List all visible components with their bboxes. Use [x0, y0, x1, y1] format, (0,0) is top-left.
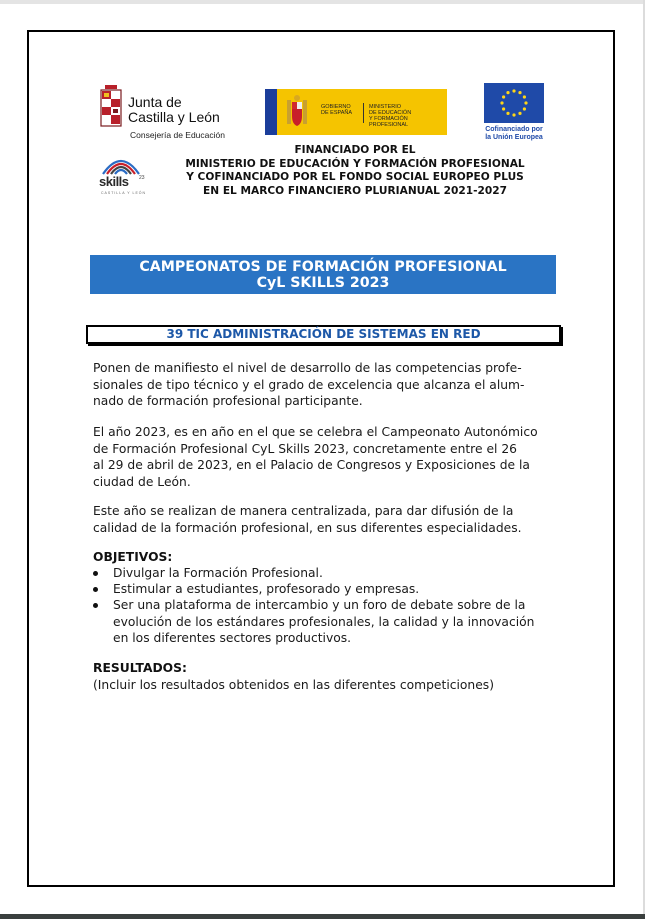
list-item-line: Ser una plataforma de intercambio y un foro de debate sobre de la — [113, 598, 526, 613]
paragraph-intro — [93, 360, 553, 410]
paragraph-line: Este año se realizan de manera centralizada, para dar difusión de la — [93, 504, 514, 518]
spain-coat-of-arms-icon — [285, 94, 309, 130]
funding-line3: Y COFINANCIADO POR EL FONDO SOCIAL EUROPEO PLUS — [186, 171, 524, 183]
banner-line2: CyL SKILLS 2023 — [256, 275, 390, 291]
paragraph-event — [93, 424, 553, 491]
funding-statement — [120, 144, 590, 198]
list-item — [93, 597, 563, 646]
jcyl-name-line2: Castilla y León — [128, 109, 220, 125]
resultados-heading: RESULTADOS: — [93, 661, 187, 675]
skills-year: 23 — [139, 175, 145, 181]
paragraph-line: sionales de tipo técnico y el grado de excelencia que alcanza el alum- — [93, 377, 525, 392]
objetivos-heading: OBJETIVOS: — [93, 550, 173, 564]
jcyl-shield-icon — [99, 85, 123, 129]
list-item-line: Estimular a estudiantes, profesorado y empresas. — [113, 582, 420, 597]
paragraph-line: Ponen de manifiesto el nivel de desarrollo de las competencias profe- — [93, 361, 522, 375]
skill-title-box: 39 TIC ADMINISTRACIÓN DE SISTEMAS EN RED — [86, 325, 561, 344]
eu-caption — [478, 126, 550, 142]
paragraph-line: nado de formación profesional participante. — [93, 394, 363, 409]
list-item-line: Divulgar la Formación Profesional. — [113, 566, 323, 580]
paragraph-line: al 29 de abril de 2023, en el Palacio de Congresos y Exposiciones de la — [93, 458, 530, 473]
jcyl-name — [128, 95, 220, 125]
gob-blue-strip — [265, 89, 277, 135]
gob-text-line2: DE ESPAÑA — [321, 110, 353, 116]
junta-castilla-leon-logo — [99, 85, 229, 145]
objetivos-list — [93, 565, 563, 646]
eu-caption-line1: Cofinanciado por — [485, 126, 543, 133]
championship-title-banner — [90, 255, 556, 294]
list-item — [93, 565, 563, 581]
ministerio-line1: MINISTERIO — [369, 104, 402, 110]
ministerio-line2: DE EDUCACIÓN — [369, 110, 412, 116]
funding-line1: FINANCIADO POR EL — [294, 144, 416, 156]
gob-divider — [363, 103, 364, 123]
list-item-line: evolución de los estándares profesionales, la calidad y la innovación — [113, 614, 535, 629]
paragraph-line: ciudad de León. — [93, 475, 191, 490]
paragraph-centralized — [93, 503, 553, 536]
viewer-bottom-bar — [0, 914, 645, 919]
ministerio-line3: Y FORMACIÓN PROFESIONAL — [369, 116, 409, 128]
paragraph-line: calidad de la formación profesional, en sus diferentes especialidades. — [93, 520, 522, 535]
paragraph-line: El año 2023, es en año en el que se celebra el Campeonato Autonómico — [93, 425, 538, 439]
bullet-icon — [93, 571, 98, 576]
banner-line1: CAMPEONATOS DE FORMACIÓN PROFESIONAL — [139, 259, 507, 275]
gob-text — [321, 104, 352, 116]
bullet-icon — [93, 603, 98, 608]
funding-line4: EN EL MARCO FINANCIERO PLURIANUAL 2021-2027 — [203, 184, 507, 197]
resultados-text: (Incluir los resultados obtenidos en las diferentes competiciones) — [93, 678, 494, 692]
jcyl-name-line1: Junta de — [128, 94, 182, 110]
jcyl-subtitle: Consejería de Educación — [130, 130, 225, 140]
gobierno-espana-logo — [265, 89, 447, 135]
bullet-icon — [93, 587, 98, 592]
funding-line2: MINISTERIO DE EDUCACIÓN Y FORMACIÓN PROFESIONAL — [185, 157, 525, 170]
skills-tagline: CASTILLA Y LEÓN — [101, 191, 147, 195]
gob-text-line1: GOBIERNO — [321, 104, 351, 110]
eu-caption-line2: la Unión Europea — [485, 134, 543, 141]
eu-flag-icon — [484, 83, 544, 123]
list-item-line: en los diferentes sectores productivos. — [113, 630, 352, 645]
viewer-top-edge — [0, 0, 645, 4]
skills-text: skills — [99, 174, 129, 189]
ministerio-text — [369, 104, 447, 128]
paragraph-line: de Formación Profesional CyL Skills 2023, concretamente entre el 26 — [93, 441, 517, 456]
list-item — [93, 581, 563, 597]
